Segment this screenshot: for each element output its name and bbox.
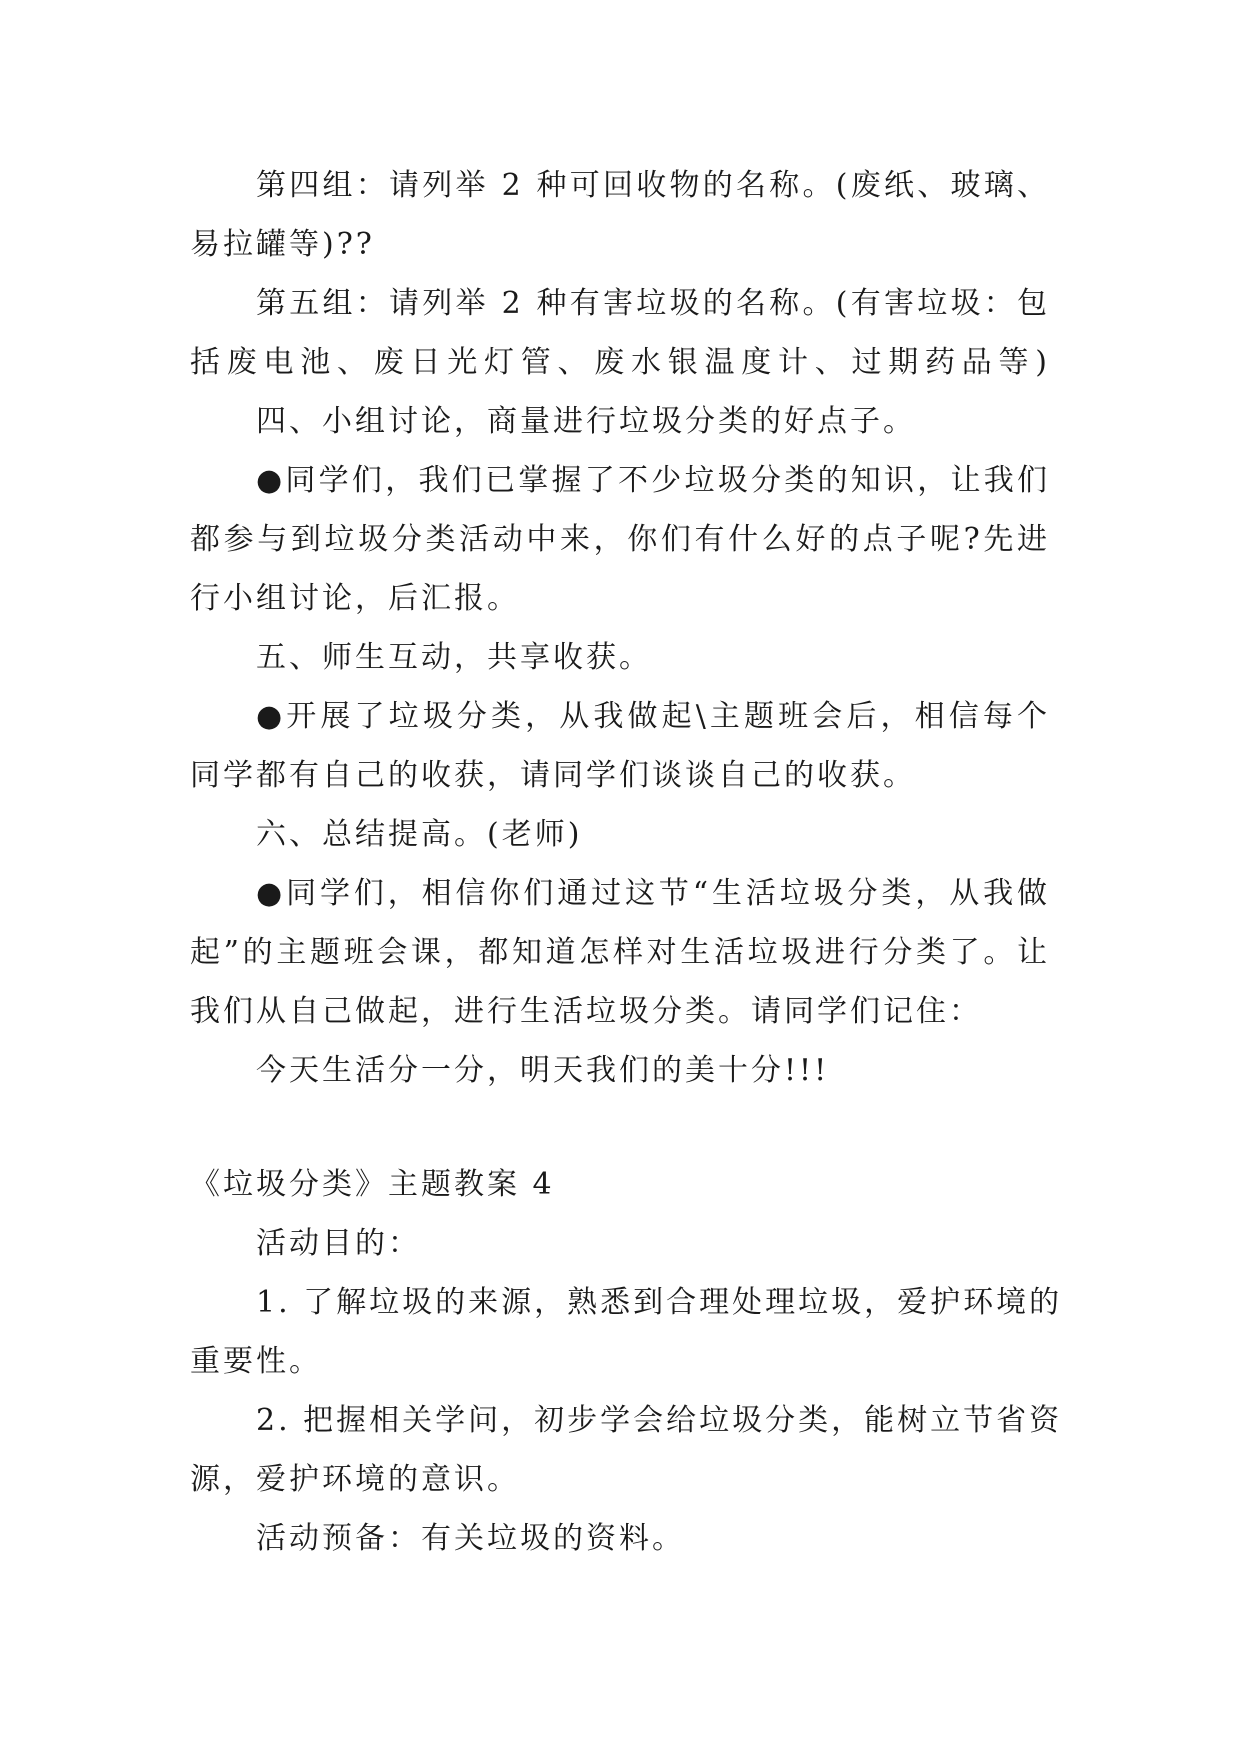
- paragraph-line: 我们从自己做起，进行生活垃圾分类。请同学们记住：: [190, 994, 982, 1029]
- section-heading: 六、总结提高。(老师): [256, 817, 583, 852]
- paragraph-line: ●开展了垃圾分类，从我做起\主题班会后，相信每个: [256, 699, 1050, 734]
- document-title: 《垃圾分类》主题教案 4: [190, 1167, 555, 1202]
- section-heading: 五、师生互动，共享收获。: [256, 640, 652, 675]
- list-item-continuation: 重要性。: [190, 1344, 322, 1379]
- paragraph-line: ●同学们，我们已掌握了不少垃圾分类的知识，让我们: [256, 463, 1050, 498]
- list-item-continuation: 源，爱护环境的意识。: [190, 1462, 520, 1497]
- paragraph-line: 第四组：请列举 2 种可回收物的名称。(废纸、玻璃、: [256, 168, 1050, 203]
- paragraph-line: 今天生活分一分，明天我们的美十分!!!: [256, 1053, 830, 1088]
- list-item: 2. 把握相关学问，初步学会给垃圾分类，能树立节省资: [256, 1403, 1063, 1438]
- section-heading: 四、小组讨论，商量进行垃圾分类的好点子。: [256, 404, 916, 439]
- paragraph-line: ●同学们，相信你们通过这节“生活垃圾分类，从我做: [256, 876, 1050, 911]
- paragraph-line: 第五组：请列举 2 种有害垃圾的名称。(有害垃圾：包: [256, 286, 1050, 321]
- section-heading: 活动目的：: [256, 1226, 421, 1261]
- paragraph-line: 同学都有自己的收获，请同学们谈谈自己的收获。: [190, 758, 916, 793]
- paragraph-line: 易拉罐等)??: [190, 227, 375, 262]
- paragraph-line: 括废电池、废日光灯管、废水银温度计、过期药品等): [190, 345, 1050, 380]
- paragraph-line: 起”的主题班会课，都知道怎样对生活垃圾进行分类了。让: [190, 935, 1050, 970]
- paragraph-line: 活动预备：有关垃圾的资料。: [256, 1521, 685, 1556]
- paragraph-line: 行小组讨论，后汇报。: [190, 581, 520, 616]
- paragraph-line: 都参与到垃圾分类活动中来，你们有什么好的点子呢?先进: [190, 522, 1050, 557]
- list-item: 1. 了解垃圾的来源，熟悉到合理处理垃圾，爱护环境的: [256, 1285, 1063, 1320]
